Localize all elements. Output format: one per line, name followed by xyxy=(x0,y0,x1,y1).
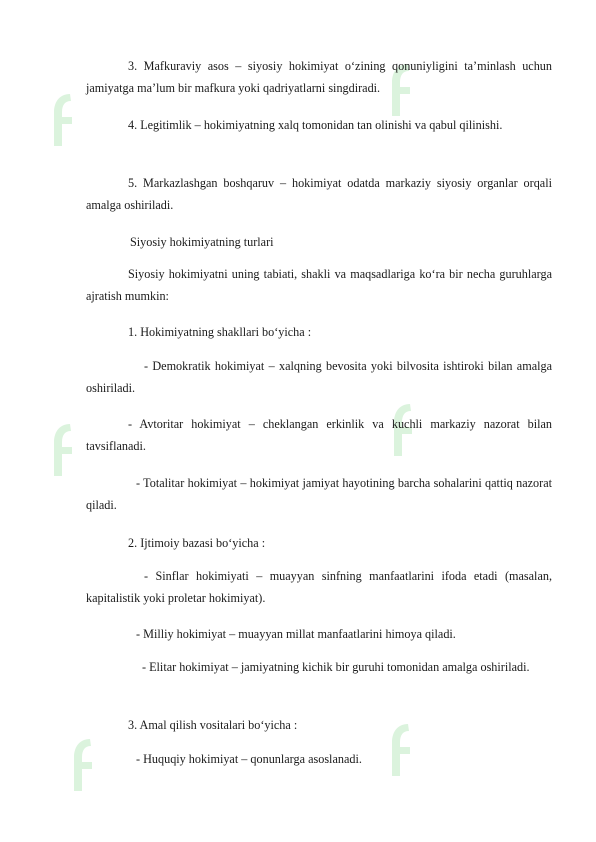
paragraph-legitimlik: 4. Legitimlik – hokimiyatning xalq tomonidan tan olinishi va qabul qilinishi. xyxy=(128,118,503,132)
paragraph-mafkuraviy-asos: 3. Mafkuraviy asos – siyosiy hokimiyat o‘zining qonuniyligini ta’minlash uchun jamiyatga ma’lum bir mafkura yoki qadriyatlarni singdiradi. xyxy=(86,59,552,95)
watermark-logo-icon xyxy=(40,420,86,480)
section-heading: Siyosiy hokimiyatning turlari xyxy=(130,235,274,249)
list-item-totalitar: - Totalitar hokimiyat – hokimiyat jamiyat hayotining barcha sohalarini qattiq nazorat qiladi. xyxy=(86,476,552,512)
watermark-logo-icon xyxy=(40,90,86,150)
list-item-demokratik: - Demokratik hokimiyat – xalqning bevosita yoki bilvosita ishtiroki bilan amalga oshiriladi. xyxy=(86,359,552,395)
paragraph-markazlashgan-boshqaruv: 5. Markazlashgan boshqaruv – hokimiyat odatda markaziy siyosiy organlar orqali amalga oshiriladi. xyxy=(86,176,552,212)
list-heading-shakllar: 1. Hokimiyatning shakllari bo‘yicha : xyxy=(128,325,312,339)
list-item-milliy: - Milliy hokimiyat – muayyan millat manfaatlarini himoya qiladi. xyxy=(136,627,456,641)
list-heading-ijtimoiy: 2. Ijtimoiy bazasi bo‘yicha : xyxy=(128,536,266,550)
list-item-sinflar: - Sinflar hokimiyati – muayyan sinfning manfaatlarini ifoda etadi (masalan, kapitalistik yoki proletar hokimiyat). xyxy=(86,569,552,605)
watermark-logo-icon xyxy=(60,735,106,795)
list-item-elitar: - Elitar hokimiyat – jamiyatning kichik bir guruhi tomonidan amalga oshiriladi. xyxy=(142,660,530,674)
paragraph-intro: Siyosiy hokimiyatni uning tabiati, shakli va maqsadlariga ko‘ra bir necha guruhlarga ajratish mumkin: xyxy=(86,267,552,303)
list-item-huquqiy: - Huquqiy hokimiyat – qonunlarga asoslanadi. xyxy=(136,752,362,766)
watermark-logo-icon xyxy=(378,720,424,780)
list-item-avtoritar: - Avtoritar hokimiyat – cheklangan erkinlik va kuchli markaziy nazorat bilan tavsiflanadi. xyxy=(86,417,552,453)
list-heading-amal-qilish: 3. Amal qilish vositalari bo‘yicha : xyxy=(128,718,298,732)
